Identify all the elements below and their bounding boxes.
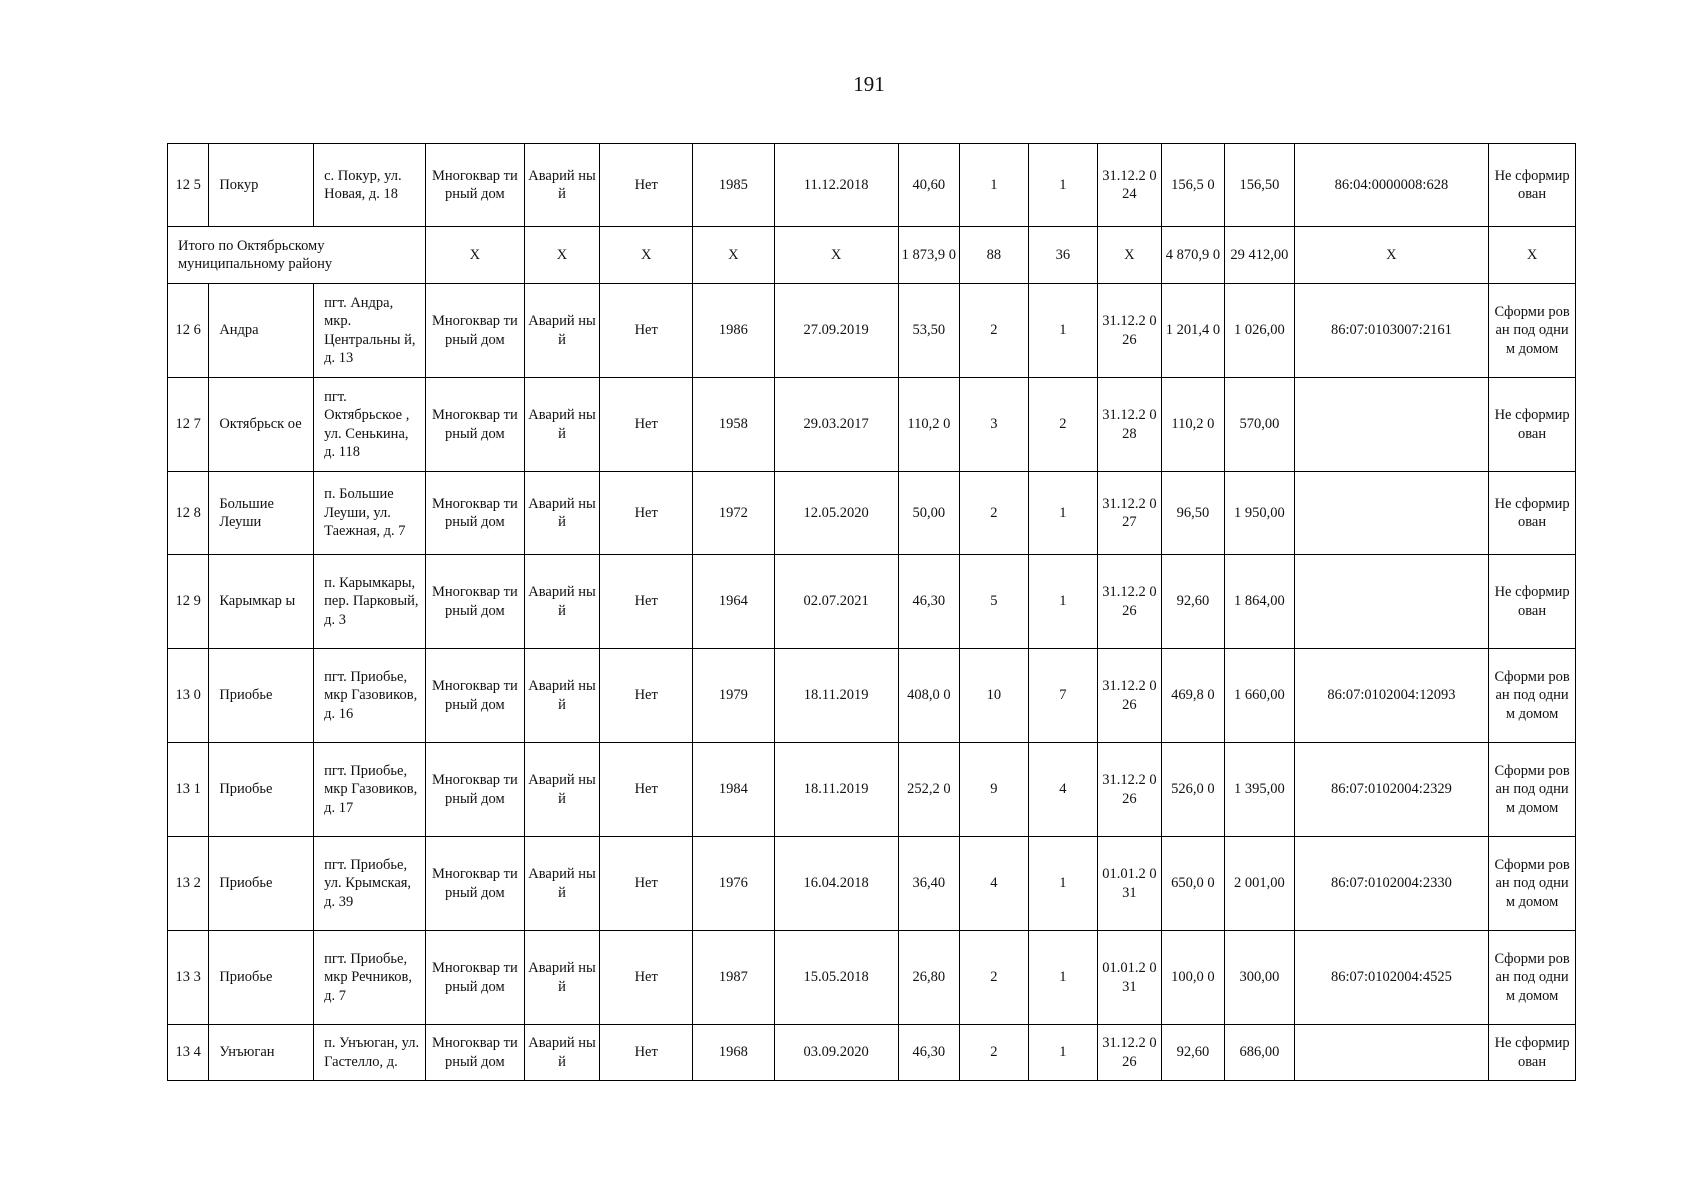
flag: Нет <box>600 1025 693 1081</box>
land-status: Не сформир ован <box>1489 144 1576 227</box>
table-row <box>168 837 1576 931</box>
table-row <box>168 931 1576 1025</box>
flag: Нет <box>600 837 693 931</box>
total-area: 1 873,9 0 <box>898 227 959 284</box>
building-type: Многоквар тирный дом <box>425 284 524 378</box>
total-count-2: 36 <box>1028 227 1098 284</box>
area-2: 100,0 0 <box>1161 931 1224 1025</box>
total-year: X <box>693 227 775 284</box>
deadline: 31.12.2 026 <box>1098 743 1161 837</box>
land-status: Сформи рован под одним домом <box>1489 931 1576 1025</box>
count-2: 1 <box>1028 144 1098 227</box>
table-row <box>168 743 1576 837</box>
condition: Аварий ный <box>524 284 600 378</box>
count-2: 1 <box>1028 284 1098 378</box>
page-number: 191 <box>853 72 885 96</box>
flag: Нет <box>600 649 693 743</box>
land-status: Сформи рован под одним домом <box>1489 743 1576 837</box>
date: 11.12.2018 <box>774 144 898 227</box>
total-row <box>168 227 1576 284</box>
total-land-status: X <box>1489 227 1576 284</box>
address: пгт. Приобье, мкр Речников, д. 7 <box>314 931 426 1025</box>
area-2: 92,60 <box>1161 1025 1224 1081</box>
flag: Нет <box>600 555 693 649</box>
cost: 1 026,00 <box>1225 284 1295 378</box>
date: 18.11.2019 <box>774 649 898 743</box>
settlement: Приобье <box>209 931 314 1025</box>
area: 50,00 <box>898 472 959 555</box>
area: 408,0 0 <box>898 649 959 743</box>
table-row <box>168 649 1576 743</box>
deadline: 31.12.2 024 <box>1098 144 1161 227</box>
total-deadline: X <box>1098 227 1161 284</box>
address: п. Унъюган, ул. Гастелло, д. <box>314 1025 426 1081</box>
count-2: 2 <box>1028 378 1098 472</box>
total-cost: 29 412,00 <box>1225 227 1295 284</box>
total-status: X <box>524 227 600 284</box>
land-status: Сформи рован под одним домом <box>1489 649 1576 743</box>
building-type: Многоквар тирный дом <box>425 378 524 472</box>
area-2: 526,0 0 <box>1161 743 1224 837</box>
count-2: 1 <box>1028 837 1098 931</box>
building-type: Многоквар тирный дом <box>425 555 524 649</box>
condition: Аварий ный <box>524 743 600 837</box>
row-number: 13 2 <box>168 837 209 931</box>
deadline: 01.01.2 031 <box>1098 837 1161 931</box>
date: 29.03.2017 <box>774 378 898 472</box>
area: 36,40 <box>898 837 959 931</box>
building-type: Многоквар тирный дом <box>425 743 524 837</box>
table-row <box>168 1025 1576 1081</box>
condition: Аварий ный <box>524 837 600 931</box>
area-2: 1 201,4 0 <box>1161 284 1224 378</box>
year: 1984 <box>693 743 775 837</box>
count-1: 2 <box>960 931 1029 1025</box>
cadastral-number <box>1294 472 1489 555</box>
count-2: 7 <box>1028 649 1098 743</box>
cost: 1 864,00 <box>1225 555 1295 649</box>
year: 1964 <box>693 555 775 649</box>
row-number: 13 4 <box>168 1025 209 1081</box>
deadline: 31.12.2 028 <box>1098 378 1161 472</box>
land-status: Не сформир ован <box>1489 378 1576 472</box>
cost: 1 395,00 <box>1225 743 1295 837</box>
land-status: Сформи рован под одним домом <box>1489 284 1576 378</box>
area: 53,50 <box>898 284 959 378</box>
settlement: Карымкар ы <box>209 555 314 649</box>
row-number: 12 5 <box>168 144 209 227</box>
area-2: 110,2 0 <box>1161 378 1224 472</box>
area-2: 469,8 0 <box>1161 649 1224 743</box>
area: 252,2 0 <box>898 743 959 837</box>
count-2: 1 <box>1028 555 1098 649</box>
cost: 1 950,00 <box>1225 472 1295 555</box>
cadastral-number <box>1294 1025 1489 1081</box>
building-type: Многоквар тирный дом <box>425 472 524 555</box>
land-status: Не сформир ован <box>1489 555 1576 649</box>
year: 1985 <box>693 144 775 227</box>
count-1: 10 <box>960 649 1029 743</box>
building-type: Многоквар тирный дом <box>425 837 524 931</box>
area-2: 650,0 0 <box>1161 837 1224 931</box>
area-2: 92,60 <box>1161 555 1224 649</box>
land-status: Не сформир ован <box>1489 472 1576 555</box>
building-type: Многоквар тирный дом <box>425 144 524 227</box>
cost: 686,00 <box>1225 1025 1295 1081</box>
deadline: 31.12.2 026 <box>1098 649 1161 743</box>
total-cadastral: X <box>1294 227 1489 284</box>
address: пгт. Приобье, мкр Газовиков, д. 17 <box>314 743 426 837</box>
area-2: 156,5 0 <box>1161 144 1224 227</box>
table-row <box>168 472 1576 555</box>
date: 03.09.2020 <box>774 1025 898 1081</box>
table-row <box>168 144 1576 227</box>
cadastral-number: 86:07:0102004:2329 <box>1294 743 1489 837</box>
count-1: 2 <box>960 1025 1029 1081</box>
year: 1979 <box>693 649 775 743</box>
area: 46,30 <box>898 555 959 649</box>
flag: Нет <box>600 743 693 837</box>
date: 16.04.2018 <box>774 837 898 931</box>
settlement: Большие Леуши <box>209 472 314 555</box>
condition: Аварий ный <box>524 555 600 649</box>
table-row <box>168 284 1576 378</box>
housing-registry-table <box>167 143 1576 1081</box>
settlement: Приобье <box>209 743 314 837</box>
land-status: Сформи рован под одним домом <box>1489 837 1576 931</box>
flag: Нет <box>600 144 693 227</box>
address: пгт. Приобье, ул. Крымская, д. 39 <box>314 837 426 931</box>
building-type: Многоквар тирный дом <box>425 1025 524 1081</box>
cadastral-number: 86:07:0103007:2161 <box>1294 284 1489 378</box>
area: 46,30 <box>898 1025 959 1081</box>
area: 40,60 <box>898 144 959 227</box>
cost: 156,50 <box>1225 144 1295 227</box>
date: 02.07.2021 <box>774 555 898 649</box>
cadastral-number <box>1294 378 1489 472</box>
deadline: 31.12.2 026 <box>1098 1025 1161 1081</box>
address: п. Большие Леуши, ул. Таежная, д. 7 <box>314 472 426 555</box>
cadastral-number: 86:07:0102004:12093 <box>1294 649 1489 743</box>
count-1: 1 <box>960 144 1029 227</box>
address: с. Покур, ул. Новая, д. 18 <box>314 144 426 227</box>
condition: Аварий ный <box>524 378 600 472</box>
date: 18.11.2019 <box>774 743 898 837</box>
area: 110,2 0 <box>898 378 959 472</box>
cost: 1 660,00 <box>1225 649 1295 743</box>
deadline: 31.12.2 026 <box>1098 284 1161 378</box>
count-2: 1 <box>1028 1025 1098 1081</box>
date: 15.05.2018 <box>774 931 898 1025</box>
year: 1972 <box>693 472 775 555</box>
flag: Нет <box>600 284 693 378</box>
address: пгт. Октябрьское , ул. Сенькина, д. 118 <box>314 378 426 472</box>
date: 12.05.2020 <box>774 472 898 555</box>
settlement: Октябрьск ое <box>209 378 314 472</box>
deadline: 31.12.2 027 <box>1098 472 1161 555</box>
flag: Нет <box>600 931 693 1025</box>
year: 1986 <box>693 284 775 378</box>
building-type: Многоквар тирный дом <box>425 931 524 1025</box>
flag: Нет <box>600 378 693 472</box>
cadastral-number <box>1294 555 1489 649</box>
row-number: 13 3 <box>168 931 209 1025</box>
date: 27.09.2019 <box>774 284 898 378</box>
cadastral-number: 86:07:0102004:4525 <box>1294 931 1489 1025</box>
condition: Аварий ный <box>524 1025 600 1081</box>
settlement: Приобье <box>209 837 314 931</box>
count-2: 1 <box>1028 472 1098 555</box>
total-label: Итого по Октябрьскому муниципальному району <box>168 227 426 284</box>
count-1: 2 <box>960 284 1029 378</box>
total-count-1: 88 <box>960 227 1029 284</box>
area-2: 96,50 <box>1161 472 1224 555</box>
cadastral-number: 86:07:0102004:2330 <box>1294 837 1489 931</box>
address: пгт. Андра, мкр. Центральны й, д. 13 <box>314 284 426 378</box>
settlement: Покур <box>209 144 314 227</box>
cost: 2 001,00 <box>1225 837 1295 931</box>
settlement: Унъюган <box>209 1025 314 1081</box>
year: 1987 <box>693 931 775 1025</box>
count-1: 9 <box>960 743 1029 837</box>
address: пгт. Приобье, мкр Газовиков, д. 16 <box>314 649 426 743</box>
cadastral-number: 86:04:0000008:628 <box>1294 144 1489 227</box>
year: 1968 <box>693 1025 775 1081</box>
address: п. Карымкары, пер. Парковый, д. 3 <box>314 555 426 649</box>
condition: Аварий ный <box>524 144 600 227</box>
total-area-2: 4 870,9 0 <box>1161 227 1224 284</box>
total-date: X <box>774 227 898 284</box>
row-number: 13 1 <box>168 743 209 837</box>
row-number: 12 9 <box>168 555 209 649</box>
year: 1976 <box>693 837 775 931</box>
condition: Аварий ный <box>524 931 600 1025</box>
land-status: Не сформир ован <box>1489 1025 1576 1081</box>
building-type: Многоквар тирный дом <box>425 649 524 743</box>
settlement: Приобье <box>209 649 314 743</box>
row-number: 13 0 <box>168 649 209 743</box>
cost: 570,00 <box>1225 378 1295 472</box>
cost: 300,00 <box>1225 931 1295 1025</box>
deadline: 31.12.2 026 <box>1098 555 1161 649</box>
count-2: 1 <box>1028 931 1098 1025</box>
count-2: 4 <box>1028 743 1098 837</box>
year: 1958 <box>693 378 775 472</box>
condition: Аварий ный <box>524 472 600 555</box>
count-1: 3 <box>960 378 1029 472</box>
flag: Нет <box>600 472 693 555</box>
count-1: 2 <box>960 472 1029 555</box>
row-number: 12 8 <box>168 472 209 555</box>
count-1: 4 <box>960 837 1029 931</box>
row-number: 12 6 <box>168 284 209 378</box>
row-number: 12 7 <box>168 378 209 472</box>
condition: Аварий ный <box>524 649 600 743</box>
deadline: 01.01.2 031 <box>1098 931 1161 1025</box>
total-flag: X <box>600 227 693 284</box>
table-row <box>168 378 1576 472</box>
count-1: 5 <box>960 555 1029 649</box>
settlement: Андра <box>209 284 314 378</box>
table-row <box>168 555 1576 649</box>
total-type: X <box>425 227 524 284</box>
area: 26,80 <box>898 931 959 1025</box>
